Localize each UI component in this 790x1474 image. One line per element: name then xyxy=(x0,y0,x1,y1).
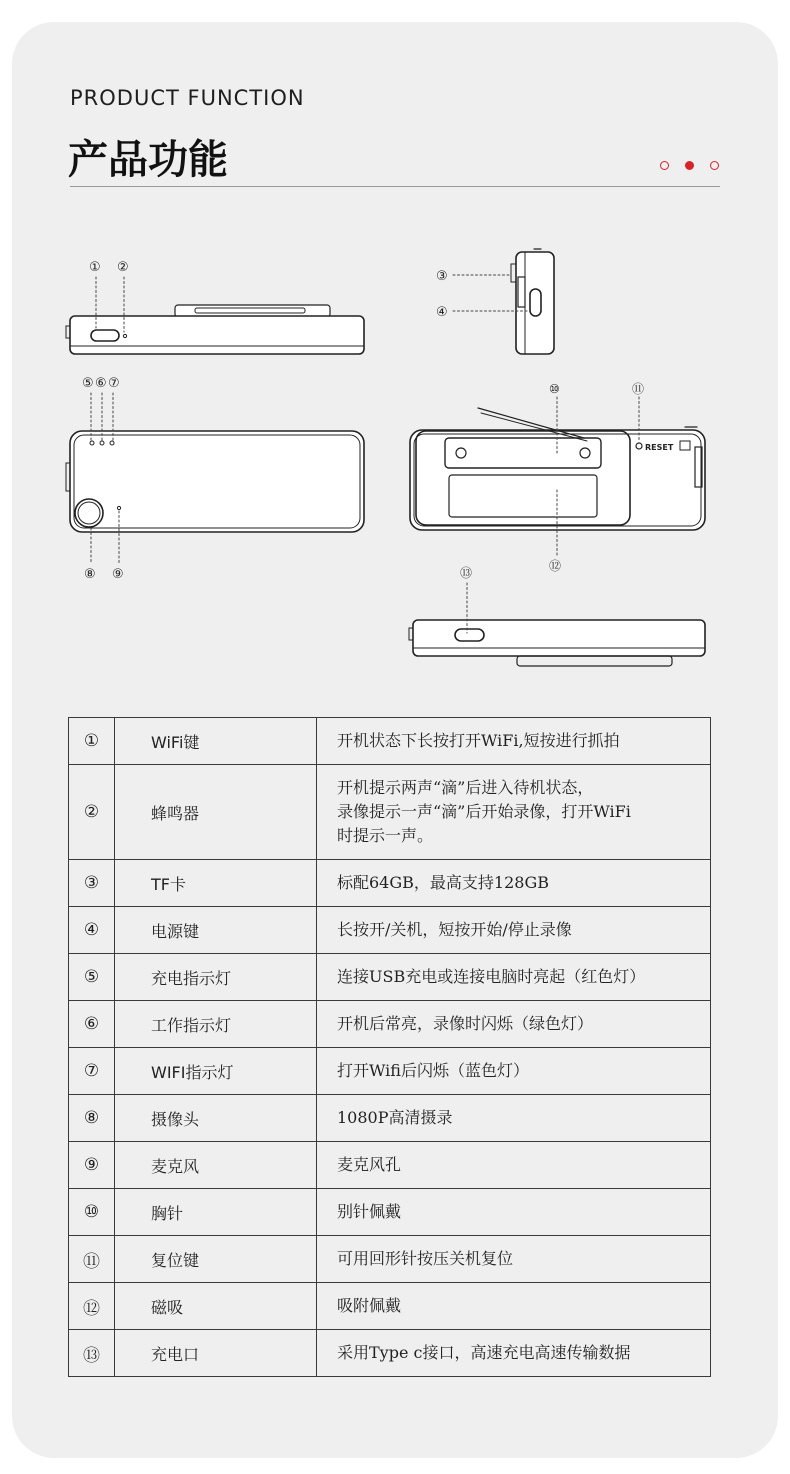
table-row xyxy=(69,1095,711,1142)
row-number: ① xyxy=(69,718,115,765)
callout-7: ⑦ xyxy=(108,376,120,391)
row-number: ⑦ xyxy=(69,1048,115,1095)
feature-name: 电源键 xyxy=(115,907,317,954)
row-number: ⑫ xyxy=(69,1283,115,1330)
feature-name: 磁吸 xyxy=(115,1283,317,1330)
row-number: ⑪ xyxy=(69,1236,115,1283)
spec-table xyxy=(68,717,711,1377)
device-back-view xyxy=(410,408,705,530)
description-line: 时提示一声。 xyxy=(337,826,434,845)
feature-name: WiFi键 xyxy=(115,718,317,765)
callout-12: ⑫ xyxy=(549,559,562,573)
row-number: ⑥ xyxy=(69,1001,115,1048)
table-row xyxy=(69,907,711,954)
feature-description: 长按开/关机，短按开始/停止录像 xyxy=(317,907,711,954)
feature-description: 标配64GB，最高支持128GB xyxy=(317,860,711,907)
table-row xyxy=(69,1142,711,1189)
table-row xyxy=(69,1048,711,1095)
callout-13: ⑬ xyxy=(460,566,473,580)
callout-10: ⑩ xyxy=(549,382,560,396)
page-title: 产品功能 xyxy=(68,137,228,183)
row-number: ⑤ xyxy=(69,954,115,1001)
callout-9: ⑨ xyxy=(112,567,124,582)
row-number: ④ xyxy=(69,907,115,954)
feature-description: 可用回形针按压关机复位 xyxy=(317,1236,711,1283)
feature-description: 吸附佩戴 xyxy=(317,1283,711,1330)
feature-description: 打开Wifi后闪烁（蓝色灯） xyxy=(317,1048,711,1095)
feature-name: 充电口 xyxy=(115,1330,317,1377)
table-row xyxy=(69,1330,711,1377)
reset-label: RESET xyxy=(645,443,674,452)
callout-11: ⑪ xyxy=(632,382,645,396)
row-number: ⑨ xyxy=(69,1142,115,1189)
feature-description: 开机后常亮，录像时闪烁（绿色灯） xyxy=(317,1001,711,1048)
row-number: ⑬ xyxy=(69,1330,115,1377)
feature-name: 麦克风 xyxy=(115,1142,317,1189)
table-row xyxy=(69,860,711,907)
product-diagram xyxy=(0,0,790,700)
row-number: ⑩ xyxy=(69,1189,115,1236)
callout-4: ④ xyxy=(436,305,448,320)
feature-name: 摄像头 xyxy=(115,1095,317,1142)
feature-description xyxy=(317,765,711,860)
feature-name: 胸针 xyxy=(115,1189,317,1236)
device-side-view xyxy=(511,249,554,354)
description-line: 录像提示一声“滴”后开始录像，打开WiFi xyxy=(337,802,631,821)
callout-8: ⑧ xyxy=(84,567,96,582)
device-top-view xyxy=(66,305,364,354)
callout-3: ③ xyxy=(436,269,448,284)
feature-name: 充电指示灯 xyxy=(115,954,317,1001)
table-row xyxy=(69,1283,711,1330)
callout-2: ② xyxy=(117,260,129,275)
description-line: 开机提示两声“滴”后进入待机状态， xyxy=(337,778,594,797)
table-row xyxy=(69,1189,711,1236)
feature-description: 连接USB充电或连接电脑时亮起（红色灯） xyxy=(317,954,711,1001)
device-front-view xyxy=(66,431,364,532)
feature-name: 复位键 xyxy=(115,1236,317,1283)
table-row xyxy=(69,954,711,1001)
feature-description: 开机状态下长按打开WiFi,短按进行抓拍 xyxy=(317,718,711,765)
device-bottom-view xyxy=(409,620,705,666)
row-number: ② xyxy=(69,765,115,860)
callout-1: ① xyxy=(89,260,101,275)
callout-6: ⑥ xyxy=(95,376,107,391)
table-row xyxy=(69,1001,711,1048)
table-row xyxy=(69,1236,711,1283)
feature-name: WIFI指示灯 xyxy=(115,1048,317,1095)
feature-description: 1080P高清摄录 xyxy=(317,1095,711,1142)
table-row xyxy=(69,765,711,860)
feature-name: TF卡 xyxy=(115,860,317,907)
feature-description: 别针佩戴 xyxy=(317,1189,711,1236)
row-number: ⑧ xyxy=(69,1095,115,1142)
section-subtitle: PRODUCT FUNCTION xyxy=(70,86,305,110)
row-number: ③ xyxy=(69,860,115,907)
table-row xyxy=(69,718,711,765)
feature-name: 蜂鸣器 xyxy=(115,765,317,860)
feature-name: 工作指示灯 xyxy=(115,1001,317,1048)
feature-description: 采用Type c接口，高速充电高速传输数据 xyxy=(317,1330,711,1377)
feature-description: 麦克风孔 xyxy=(317,1142,711,1189)
callout-5: ⑤ xyxy=(82,376,94,391)
